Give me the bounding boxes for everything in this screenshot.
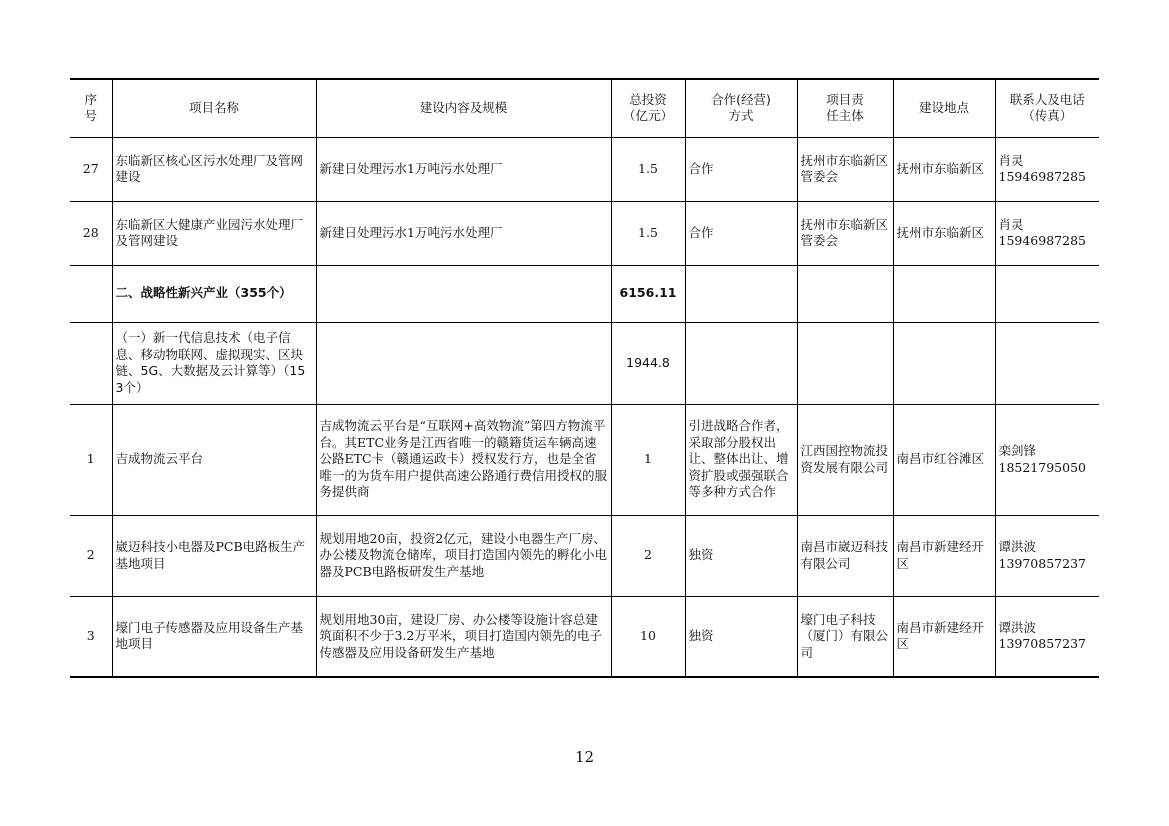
- subsection-row: [70, 322, 1099, 404]
- cell-location: 抚州市东临新区: [893, 137, 995, 201]
- cell-invest: 2: [611, 515, 685, 596]
- cell-seq: 2: [70, 515, 112, 596]
- cell-name: 东临新区大健康产业园污水处理厂及管网建设: [112, 201, 316, 265]
- table-row: [70, 201, 1099, 265]
- cell-owner: 南昌市崴迈科技有限公司: [797, 515, 893, 596]
- cell-seq: 1: [70, 404, 112, 515]
- header-mode: 合作(经营) 方式: [685, 79, 797, 137]
- cell-seq: 28: [70, 201, 112, 265]
- header-invest: 总投资 （亿元）: [611, 79, 685, 137]
- table-row: [70, 596, 1099, 677]
- cell-name: 东临新区核心区污水处理厂及管网建设: [112, 137, 316, 201]
- section-name: 二、战略性新兴产业（355个）: [112, 265, 316, 322]
- header-content: 建设内容及规模: [316, 79, 611, 137]
- cell-name: 吉成物流云平台: [112, 404, 316, 515]
- cell-invest: 10: [611, 596, 685, 677]
- cell-content: 新建日处理污水1万吨污水处理厂: [316, 137, 611, 201]
- cell-name: 壕门电子传感器及应用设备生产基地项目: [112, 596, 316, 677]
- cell-seq: 27: [70, 137, 112, 201]
- table-row: [70, 404, 1099, 515]
- cell-content: 规划用地30亩，建设厂房、办公楼等设施计容总建筑面积不少于3.2万平米，项目打造国内领先的电子传感器及应用设备研发生产基地: [316, 596, 611, 677]
- cell-mode: 合作: [685, 137, 797, 201]
- cell-invest: 1.5: [611, 137, 685, 201]
- cell-contact: 栾剑锋 18521795050: [995, 404, 1099, 515]
- cell-owner: 江西国控物流投资发展有限公司: [797, 404, 893, 515]
- header-row: [70, 79, 1099, 137]
- cell-invest: 1.5: [611, 201, 685, 265]
- header-location: 建设地点: [893, 79, 995, 137]
- cell-location: 南昌市新建经开区: [893, 596, 995, 677]
- cell-owner: 壕门电子科技（厦门）有限公司: [797, 596, 893, 677]
- cell-owner: 抚州市东临新区管委会: [797, 201, 893, 265]
- cell-contact: 谭洪波 13970857237: [995, 596, 1099, 677]
- table-row: [70, 137, 1099, 201]
- cell-name: 崴迈科技小电器及PCB电路板生产基地项目: [112, 515, 316, 596]
- cell-content: 规划用地20亩，投资2亿元，建设小电器生产厂房、办公楼及物流仓储库，项目打造国内领先的孵化小电器及PCB电路板研发生产基地: [316, 515, 611, 596]
- cell-contact: 肖灵 15946987285: [995, 201, 1099, 265]
- subsection-name: （一）新一代信息技术（电子信息、移动物联网、虚拟现实、区块链、5G、大数据及云计算等）（153个）: [112, 322, 316, 404]
- cell-mode: 独资: [685, 596, 797, 677]
- cell-mode: 引进战略合作者，采取部分股权出让、整体出让、增资扩股或强强联合等多种方式合作: [685, 404, 797, 515]
- subsection-invest: 1944.8: [611, 322, 685, 404]
- cell-content: 吉成物流云平台是“互联网+高效物流”第四方物流平台。其ETC业务是江西省唯一的赣籍货运车辆高速公路ETC卡（赣通运政卡）授权发行方，也是全省唯一的为货车用户提供高速公路通行费信用授权的服务提供商: [316, 404, 611, 515]
- page-number: 12: [574, 748, 595, 766]
- section-invest: 6156.11: [611, 265, 685, 322]
- project-table: [70, 78, 1099, 678]
- section-row: [70, 265, 1099, 322]
- cell-location: 抚州市东临新区: [893, 201, 995, 265]
- cell-seq: 3: [70, 596, 112, 677]
- cell-invest: 1: [611, 404, 685, 515]
- cell-owner: 抚州市东临新区管委会: [797, 137, 893, 201]
- cell-contact: 谭洪波 13970857237: [995, 515, 1099, 596]
- cell-location: 南昌市新建经开区: [893, 515, 995, 596]
- cell-content: 新建日处理污水1万吨污水处理厂: [316, 201, 611, 265]
- cell-mode: 独资: [685, 515, 797, 596]
- header-name: 项目名称: [112, 79, 316, 137]
- cell-mode: 合作: [685, 201, 797, 265]
- cell-location: 南昌市红谷滩区: [893, 404, 995, 515]
- header-owner: 项目责 任主体: [797, 79, 893, 137]
- header-seq: 序 号: [70, 79, 112, 137]
- table-row: [70, 515, 1099, 596]
- cell-contact: 肖灵 15946987285: [995, 137, 1099, 201]
- header-contact: 联系人及电话 （传真）: [995, 79, 1099, 137]
